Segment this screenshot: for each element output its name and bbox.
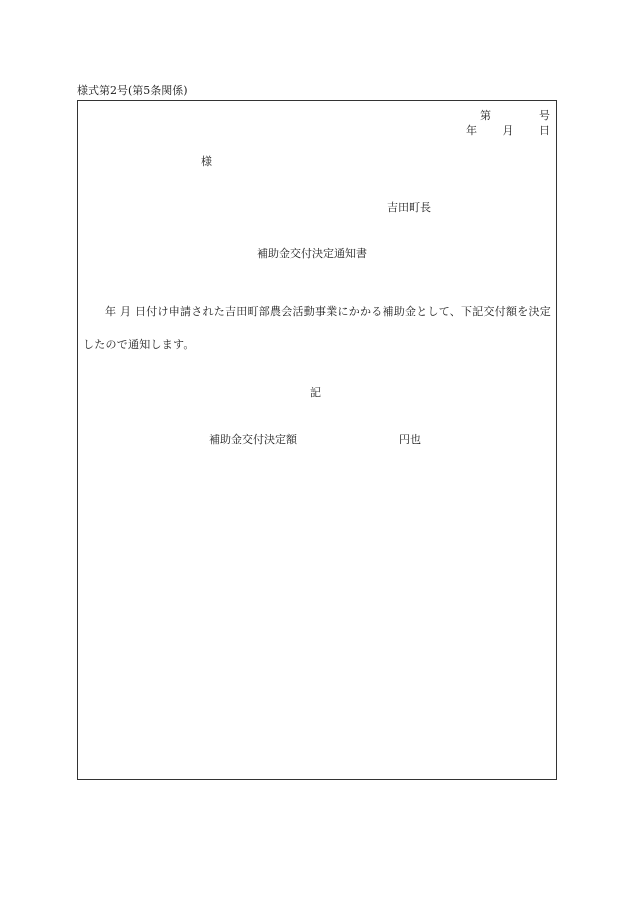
date-year: 年: [466, 124, 477, 137]
amount-unit: 円也: [399, 433, 421, 446]
number-prefix: 第: [480, 109, 491, 122]
body-paragraph: 年 月 日付け申請された吉田町部農会活動事業にかかる補助金として、下記交付額を決定したので通知します。: [83, 305, 552, 351]
document-frame: [77, 100, 557, 780]
sender: 吉田町長: [387, 201, 431, 214]
document-title: 補助金交付決定通知書: [257, 247, 367, 260]
document-number-line: [480, 109, 550, 123]
date-line: [466, 124, 550, 138]
number-suffix: 号: [539, 109, 550, 122]
date-day: 日: [539, 124, 550, 137]
amount-label: 補助金交付決定額: [209, 433, 297, 446]
ki-marker: 記: [310, 386, 321, 399]
addressee-suffix: 様: [201, 155, 212, 168]
date-month: 月: [502, 124, 514, 137]
form-label: 様式第2号(第5条関係): [77, 84, 188, 97]
